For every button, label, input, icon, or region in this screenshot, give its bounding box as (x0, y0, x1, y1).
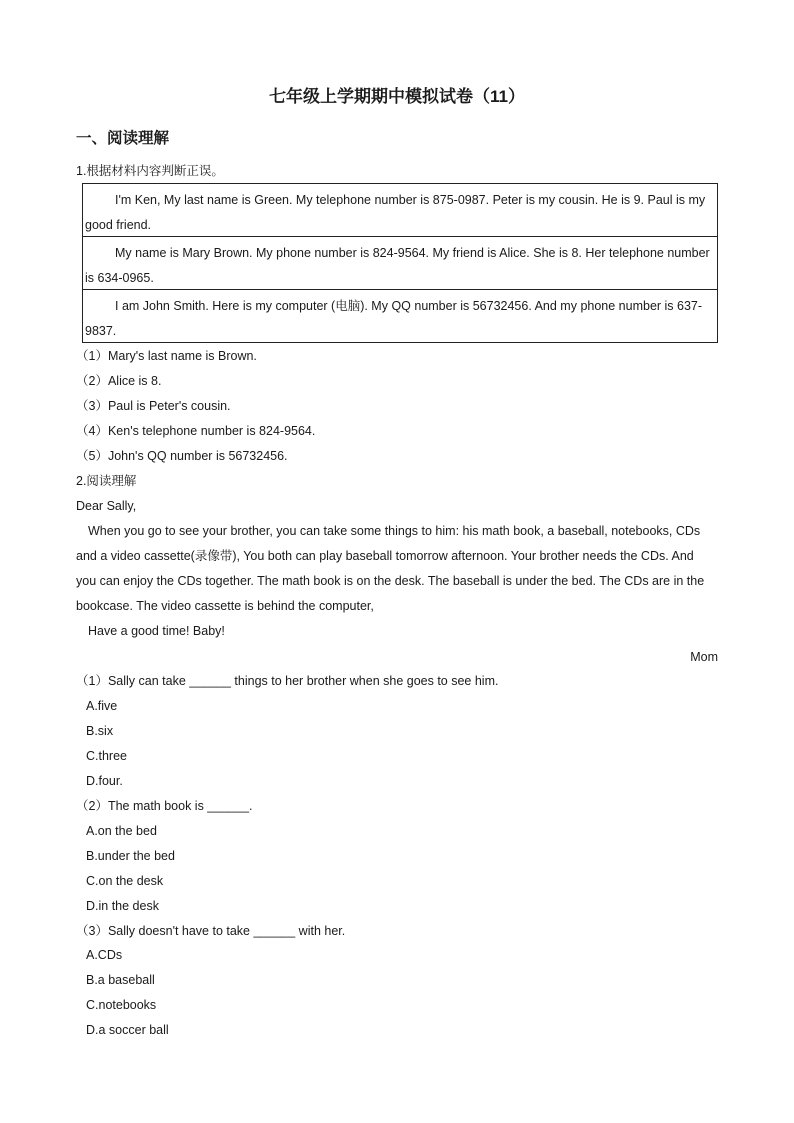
option-a: A.CDs (86, 948, 123, 962)
statement-1: （1）Mary's last name is Brown. (76, 349, 257, 363)
statement-4: （4）Ken's telephone number is 824-9564. (76, 424, 316, 438)
option-c: C.on the desk (86, 874, 164, 888)
option-c: C.notebooks (86, 998, 157, 1012)
material-row (83, 237, 717, 290)
page-title: 七年级上学期期中模拟试卷（11） (269, 87, 525, 106)
option-a: A.five (86, 699, 118, 713)
material-text: My name is Mary Brown. My phone number is 824-9564. My friend is Alice. She is 8. Her telephone number is 634-0965. (85, 246, 710, 285)
statement-3: （3）Paul is Peter's cousin. (76, 399, 231, 413)
letter-signature: Mom (690, 650, 718, 664)
option-b: B.under the bed (86, 849, 175, 863)
material-row (83, 184, 717, 237)
section-heading: 一、阅读理解 (76, 130, 170, 147)
material-row (83, 290, 717, 342)
option-b: B.six (86, 724, 114, 738)
question-stem: （2）The math book is ______. (76, 799, 253, 813)
statement-2: （2）Alice is 8. (76, 374, 162, 388)
option-a: A.on the bed (86, 824, 157, 838)
option-d: D.four. (86, 774, 123, 788)
question-1-instruction: 1.根据材料内容判断正误。 (76, 164, 224, 178)
letter-closing: Have a good time! Baby! (88, 624, 225, 638)
letter-body (76, 519, 716, 619)
question-2-instruction: 2.阅读理解 (76, 474, 137, 488)
option-d: D.a soccer ball (86, 1023, 169, 1037)
option-c: C.three (86, 749, 127, 763)
letter-body-text: When you go to see your brother, you can take some things to him: his math book, a baseball, notebooks, CDs and a video cassette(录像带), You both can play baseball tomorrow afternoon. Your brother needs the CDs. And you can enjoy the CDs together. The math book is on the desk. The baseball is under the bed. The CDs are in the bookcase. The video cassette is behind the computer, (76, 524, 705, 613)
statement-5: （5）John's QQ number is 56732456. (76, 449, 288, 463)
option-b: B.a baseball (86, 973, 155, 987)
question-stem: （1）Sally can take ______ things to her brother when she goes to see him. (76, 674, 499, 688)
material-table (82, 183, 718, 343)
material-text: I'm Ken, My last name is Green. My telephone number is 875-0987. Peter is my cousin. He is 9. Paul is my good friend. (85, 193, 706, 232)
question-stem: （3）Sally doesn't have to take ______ with her. (76, 924, 346, 938)
material-text: I am John Smith. Here is my computer (电脑). My QQ number is 56732456. And my phone number is 637-9837. (85, 299, 703, 338)
option-d: D.in the desk (86, 899, 159, 913)
letter-greeting: Dear Sally, (76, 499, 137, 513)
